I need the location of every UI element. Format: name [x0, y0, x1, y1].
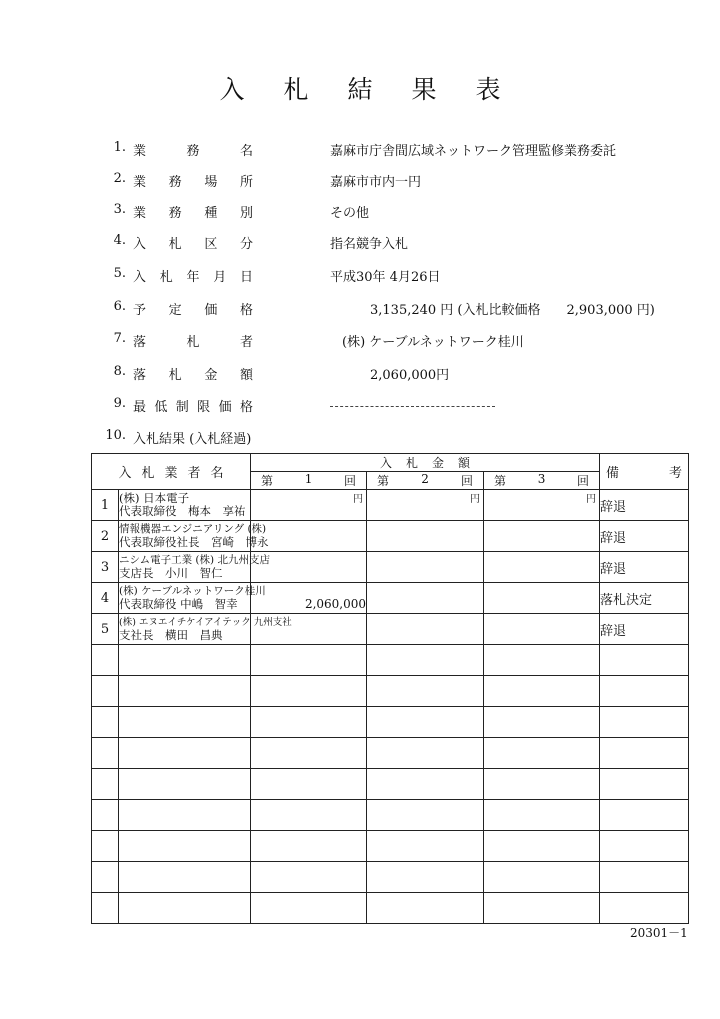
representative: 代表取締役 梅本 享祐: [119, 504, 246, 518]
table-row: 1 (株) 日本電子 代表取締役 梅本 享祐 円 円 円 辞退: [92, 490, 689, 521]
representative: 代表取締役 中嶋 智幸: [119, 597, 238, 611]
item-value: 嘉麻市庁舎間広域ネットワーク管理監修業務委託: [330, 144, 617, 159]
bidder-cell: [119, 614, 292, 645]
item-value: 3,135,240 円 (入札比較価格 2,903,000 円): [370, 303, 655, 318]
remark: 辞退: [600, 490, 689, 521]
item-label: 落 札 金 額: [133, 368, 253, 383]
item-label: 業 務 場 所: [133, 175, 253, 190]
representative: 支店長 小川 智仁: [119, 566, 223, 580]
empty-table-row: [92, 769, 689, 800]
remark: 落札決定: [600, 583, 689, 614]
round-2-amount: [367, 552, 484, 583]
document-code: 20301－1: [630, 926, 688, 940]
round-2-amount: [367, 521, 484, 552]
bidder-cell: [119, 521, 269, 552]
round-1-amount: [251, 521, 367, 552]
round-2-amount: 円: [367, 490, 484, 521]
company-name: (株) ケーブルネットワーク桂川: [119, 585, 266, 597]
item-value: 嘉麻市市内一円: [330, 175, 422, 190]
table-row: 3 ニシム電子工業 (株) 北九州支店 支店長 小川 智仁 辞退: [92, 552, 689, 583]
empty-table-row: [92, 893, 689, 924]
company-name: (株) 日本電子: [119, 491, 190, 505]
table-row: 5 (株) エヌエイチケイアイテック 九州支社 支社長 横田 昌典 辞退: [92, 614, 689, 645]
item-business-type: 3. 業 務 種 別 その他: [113, 202, 370, 221]
item-value: 2,060,000円: [370, 368, 450, 383]
empty-table-row: [92, 831, 689, 862]
item-label: 落 札 者: [133, 335, 253, 350]
item-winning-amount: 8. 落 札 金 額 2,060,000円: [113, 364, 450, 383]
bidder-cell: [119, 490, 251, 521]
round-3-amount: [484, 614, 600, 645]
company-name: ニシム電子工業 (株) 北九州支店: [119, 554, 270, 566]
round-2-amount: [367, 614, 484, 645]
item-bid-category: 4. 入 札 区 分 指名競争入札: [113, 233, 409, 252]
empty-table-row: [92, 738, 689, 769]
item-label: 業 務 名: [133, 144, 253, 159]
bidder-cell: [119, 583, 266, 614]
round-3-amount: [484, 552, 600, 583]
round-1-amount: 2,060,000: [251, 583, 367, 614]
item-value: 平成30年 4月26日: [330, 270, 441, 285]
remark: 辞退: [600, 552, 689, 583]
item-label: 最 低 制 限 価 格: [133, 400, 253, 415]
item-label: 業 務 種 別: [133, 206, 253, 221]
empty-table-row: [92, 707, 689, 738]
round-1-amount: [251, 552, 367, 583]
round-1-amount: [251, 614, 367, 645]
round-3-amount: 円: [484, 490, 600, 521]
round-3-amount: [484, 583, 600, 614]
bid-results-table: [91, 453, 689, 924]
representative: 代表取締役社長 宮崎 博永: [119, 535, 269, 549]
item-label: 入札結果 (入札経過): [133, 432, 252, 447]
empty-table-row: [92, 676, 689, 707]
item-minimum-price: 9. 最 低 制 限 価 格: [0, 396, 720, 416]
item-bid-results: 10. 入札結果 (入札経過): [105, 428, 252, 447]
bidder-cell: [119, 552, 270, 583]
empty-table-row: [92, 800, 689, 831]
table-row: 4 (株) ケーブルネットワーク桂川 代表取締役 中嶋 智幸 2,060,000 落札決定: [92, 583, 689, 614]
empty-value-dashes: [330, 406, 495, 407]
item-planned-price: 6. 予 定 価 格 3,135,240 円 (入札比較価格 2,903,000 円): [113, 299, 655, 318]
item-business-name: 1. 業 務 名 嘉麻市庁舎間広域ネットワーク管理監修業務委託: [113, 140, 617, 159]
representative: 支社長 横田 昌典: [119, 628, 223, 642]
document-title: 入 札 結 果 表: [219, 75, 501, 104]
header-round-2: 第 2 回: [367, 472, 484, 490]
item-winning-bidder: 7. 落 札 者 (株) ケーブルネットワーク桂川: [113, 331, 524, 350]
header-bid-amount: 入 札 金 額: [251, 454, 600, 472]
item-label: 予 定 価 格: [133, 303, 253, 318]
round-2-amount: [367, 583, 484, 614]
empty-table-row: [92, 862, 689, 893]
header-remarks: 備 考: [600, 454, 689, 490]
company-name: 情報機器エンジニアリング (株): [119, 523, 267, 535]
remark: 辞退: [600, 614, 689, 645]
item-label: 入 札 年 月 日: [133, 270, 253, 285]
round-1-amount: 円: [251, 490, 367, 521]
header-bidder-name: 入 札 業 者 名: [92, 454, 251, 490]
round-3-amount: [484, 521, 600, 552]
header-round-3: 第 3 回: [484, 472, 600, 490]
item-value: 指名競争入札: [330, 237, 409, 252]
company-name: (株) エヌエイチケイアイテック 九州支社: [119, 617, 292, 628]
item-bid-date: 5. 入 札 年 月 日 平成30年 4月26日: [113, 266, 441, 285]
remark: 辞退: [600, 521, 689, 552]
header-round-1: 第 1 回: [251, 472, 367, 490]
empty-table-row: [92, 645, 689, 676]
item-value: (株) ケーブルネットワーク桂川: [342, 335, 524, 350]
item-business-location: 2. 業 務 場 所 嘉麻市市内一円: [113, 171, 422, 190]
item-value: その他: [330, 206, 370, 221]
table-row: 2 情報機器エンジニアリング (株) 代表取締役社長 宮崎 博永 辞退: [92, 521, 689, 552]
item-label: 入 札 区 分: [133, 237, 253, 252]
